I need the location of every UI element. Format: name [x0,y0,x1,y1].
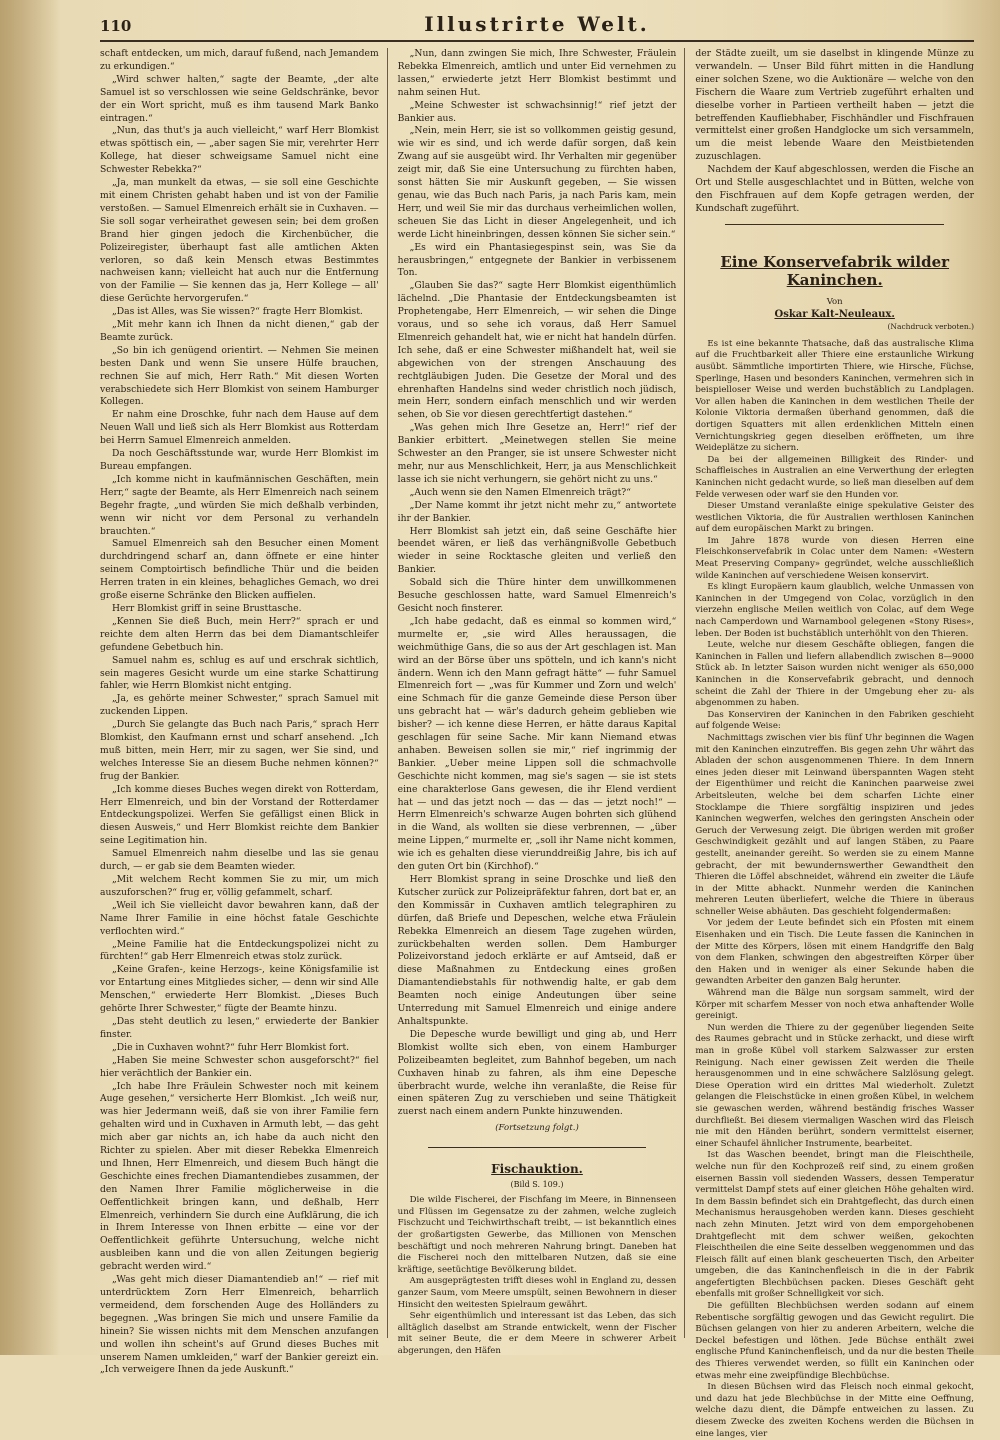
masthead: Illustrirte Welt. [424,12,650,36]
paragraph: Samuel nahm es, schlug es auf und erschrak sichtlich, sein mageres Gesicht wurde um eine starke Schattirung fahler, wie Herrn Blomkist nicht entging. [100,654,379,692]
paragraph: „Auch wenn sie den Namen Elmenreich trägt?“ [409,486,631,498]
paragraph: Samuel Elmenreich sah den Besucher einen Moment durchdringend scharf an, dann öffnete er eine hinter seinem Comptoirtisch befindliche Thür und die beiden Herren traten in ein kleines, behagliches Gemach, wo drei große eiserne Schränke den Blicken auffielen. [100,538,379,602]
paragraph: Während man die Bälge nun sorgsam sammelt, wird der Körper mit scharfem Messer von noch etwa anhaftender Wolle gereinigt. [695,988,975,1022]
fischauktion-continuation [695,48,974,216]
paragraph: „Wird schwer halten,“ sagte der Beamte, „der alte Samuel ist so verschlossen wie seine Geldschränke, bevor der ein Wort spricht, muß es ihm tausend Mark Banko eintragen.“ [100,73,379,124]
paragraph: Sobald sich die Thüre hinter dem unwillkommenen Besuche geschlossen hatte, ward Samuel Elmenreich's Gesicht noch finsterer. [397,577,677,614]
section-divider [725,224,944,225]
paragraph: „Mit welchem Recht kommen Sie zu mir, um mich auszuforschen?“ frug er, völlig gefammelt, scharf. [100,874,379,898]
paragraph: „Kennen Sie dieß Buch, mein Herr?“ sprach er und reichte dem alten Herrn das bei dem Diamantschleifer gefundene Gebetbuch hin. [100,615,379,653]
paragraph: Dieser Umstand veranlaßte einige spekulative Geister des westlichen Viktoria, die für Australien werthlosen Kaninchen auf dem europäischen Markt zu bringen. [695,501,975,535]
paragraph: „Weil ich Sie vielleicht davor bewahren kann, daß der Name Ihrer Familie in eine höchst fatale Geschichte verflochten wird.“ [100,899,379,937]
paragraph: Herr Blomkist sprang in seine Droschke und ließ den Kutscher zurück zur Polizeipräfektur fahren, dort bat er, an den Kommissär in Cuxhaven amtlich telegraphiren zu dürfen, daß Briefe und Depeschen, welche etwa Fräulein Rebekka Elmenreich an diesem Tage zugehen würden, zurückbehalten werden sollen. Dem Hamburger Polizeivorstand jedoch erklärte er auf Amtseid, daß er diese Maßnahmen zu Entdeckung eines großen Diamantendiebstahls für nothwendig halte, er gab dem Beamten noch einige Andeutungen über seine Unterredung mit Samuel Elmenreich und einige andere Anhaltspunkte. [397,874,677,1027]
paragraph: „Durch Sie gelangte das Buch nach Paris,“ sprach Herr Blomkist, den Kaufmann ernst und scharf ansehend. „Ich muß bitten, mein Herr, mir zu sagen, wer Sie sind, und welches Interesse Sie an diesem Buche nehmen können?“ frug der Bankier. [100,719,379,782]
paragraph: „Die in Cuxhaven wohnt?“ fuhr Herr Blomkist fort. [112,1041,350,1053]
page-number: 110 [100,17,132,35]
paragraph: Es ist eine bekannte Thatsache, daß das australische Klima auf die Fruchtbarkeit aller Thiere eine erstaunliche Wirkung ausübt. Sämmtliche importirten Thiere, wie Hirsche, Füchse, Sperlinge, Hasen und besonders Kaninchen, vermehren sich in beispielloser Weise und werden buchstäblich zu Landplagen. Vor allen haben die Kaninchen in dem westlichen Theile der Kolonie Viktoria dermaßen überhand genommen, daß die dortigen Squatters mit allen erdenklichen Mitteln einen Vernichtungskrieg gegen dieselben eröffneten, um ihre Weideplätze zu sichern. [695,338,975,454]
paragraph: „Was gehen mich Ihre Gesetze an, Herr!“ rief der Bankier erbittert. „Meinetwegen stellen Sie meine Schwester an den Pranger, sie ist unsere Schwester nicht mehr, nur aus Menschlichkeit, Herr, ja aus Menschlichkeit lasse ich sie nicht verhungern, sie gehört nicht zu uns.“ [397,422,677,485]
page-header [100,12,974,42]
paragraph: „Was geht mich dieser Diamantendieb an!“ — rief mit unterdrücktem Zorn Herr Elmenreich, beharrlich vermeidend, dem forschenden Auge des Holländers zu begegnen. „Was bringen Sie mich und unsere Familie da hinein? Sie wissen nichts mit dem Menschen anzufangen und wollen ihn scheint's auf Grund dieses Buches mit unserem Namen umkleiden,“ warf der Bankier gereizt ein. „Ich verweigere Ihnen da jede Auskunft.“ [100,1274,379,1376]
paragraph: „Ja, man munkelt da etwas, — sie soll eine Geschichte mit einem Christen gehabt haben und ist von der Familie verstoßen. — Samuel Elmenreich erhält sie in Cuxhaven. — Sie soll sogar verheirathet gewesen sein; bei dem großen Brand hier gingen jedoch die Kirchenbücher, die Polizeiregister, überhaupt fast alle amtlichen Akten verloren, so daß kein Mensch etwas Bestimmtes nachweisen kann; vielleicht hat auch nur die Entfernung von der Familie — Sie kennen das ja, Herr Kollege — all' diese Gerüchte hervorgerufen.“ [100,177,379,305]
paragraph: Nun werden die Thiere zu der gegenüber liegenden Seite des Raumes gebracht und in Stücke zerhackt, und diese wirft man in große Kübel voll starkem Salzwasser zur ersten Reinigung. Nach einer gewissen Zeit werden die Theile herausgenommen und in eine schwächere Salzlösung gelegt. Diese Operation wird ein drittes Mal wiederholt. Zuletzt gelangen die Fleischstücke in einen großen Kübel, in welchem sie gewaschen werden, während beständig frisches Wasser durchfließt. Bei diesem viermaligen Waschen wird das Fleisch nie mit den Händen berührt, sondern vermittelst eiserner, einer Schaufel ähnlicher Instrumente, bearbeitet. [695,1022,975,1149]
paragraph: Das Konserviren der Kaninchen in den Fabriken geschieht auf folgende Weise: [695,709,975,732]
paragraph: Die wilde Fischerei, der Fischfang im Meere, in Binnenseen und Flüssen im Gegensatze zu der zahmen, welche zugleich Fischzucht und Teichwirthschaft treibt, — ist bekanntlich eines der großartigsten Gewerbe, das Millionen von Menschen beschäftigt und noch mehreren Nahrung bringt. Daneben hat die Fischerei noch den mittelbaren Nutzen, daß sie eine kräftige, seetüchtige Bevölkerung bildet. [397,1195,677,1275]
byline-author: Oskar Kalt-Neuleaux. [774,308,895,320]
article-title: Eine Konservefabrik wilder Kaninchen. [720,252,950,289]
fischauktion-text [398,1195,677,1357]
paragraph: „Keine Grafen-, keine Herzogs-, keine Königsfamilie ist vor Entartung eines Mitgliedes sicher, — denn wir sind Alle Menschen,“ erwiederte Herr Blomkist. „Dieses Buch gehörte Ihrer Schwester,“ fügte der Beamte hinzu. [100,964,379,1015]
paragraph: Die gefüllten Blechbüchsen werden sodann auf einem Rebentische sorgfältig gewogen und das Gewicht regulirt. Die Büchsen gelangen von hier zu anderen Arbeitern, welche die Deckel befestigen und löthen. Jede Büchse enthält zwei englische Pfund Kaninchenfleisch, und da nur die besten Theile des Thieres verwendet werden, so füllt ein Kaninchen oder etwas mehr eine zweipfündige Blechbüchse. [695,1301,975,1381]
paragraph: Samuel Elmenreich nahm dieselbe und las sie genau durch, — er gab sie dem Beamten wieder. [100,848,379,873]
section-note: (Bild S. 109.) [510,1180,564,1190]
paragraph: Da bei der allgemeinen Billigkeit des Rinder- und Schaffleisches in Australien an eine Verwerthung der erlegten Kaninchen nicht gedacht wurde, so ließ man dieselben auf dem Felde verwesen oder warf sie den Hunden vor. [695,454,975,500]
paragraph: Da noch Geschäftsstunde war, wurde Herr Blomkist im Bureau empfangen. [100,448,379,472]
column-3 [695,48,975,1439]
paragraph: Leute, welche nur diesem Geschäfte obliegen, fangen die Kaninchen in Fallen und liefern allabendlich zwischen 8—9000 Stück ab. In letzter Saison wurden nicht weniger als 650,000 Kaninchen in die Konservefabrik gebracht, und dennoch scheint die Zahl der Thiere in der Umgebung eher zu- als abgenommen zu haben. [695,640,975,709]
paragraph: „Haben Sie meine Schwester schon ausgeforscht?“ fiel hier verächtlich der Bankier ein. [100,1054,379,1079]
story-continuation [398,48,677,1119]
paragraph: In diesen Büchsen wird das Fleisch noch einmal gekocht, und dazu hat jede Blechbüchse in der Mitte eine Oeffnung, welche dazu dient, die Dämpfe entweichen zu lassen. Zu diesem Zwecke des zweiten Kochens werden die Büchsen in eine langes, vier [695,1382,975,1439]
paragraph: Nachmittags zwischen vier bis fünf Uhr beginnen die Wagen mit den Kaninchen einzutreffen. Bis gegen zehn Uhr währt das Abladen der schon ausgenommenen Thiere. In dem Innern eines jeden dieser mit Leinwand überspannten Wagen steht der Eigenthümer und reicht die Kaninchen paarweise zwei Arbeitsleuten, welche bei dem scharfen Lichte einer Stocklampe die Thiere sorgfältig inspiziren und jedes Kaninchen wegwerfen, welches den geringsten Anschein oder Geruch der Verwesung zeigt. Die übrigen werden mit großer Geschwindigkeit gezählt und auf langen Stäben, zu Paare gestellt, aneinander gereiht. So werden sie zu einem Manne gebracht, der mit bewundernswerther Gewandtheit den Thieren die Löffel abschneidet, während ein zweiter die Läufe in der Mitte abhackt. Nunmehr werden die Kaninchen mehreren Leuten überliefert, welche die Thiere in überaus schneller Weise abhäuten. Das geschieht folgendermaßen: [695,732,975,917]
paragraph: „Ich habe gedacht, daß es einmal so kommen wird,“ murmelte er, „sie wird Alles heraussagen, die weichmüthige Gans, die so aus der Art geschlagen ist. Man wird an der Börse über uns spötteln, und ich kann's nicht ändern. Wenn ich den Mann gefragt hätte“ — fuhr Samuel Elmenreich fort — „was für Kummer und Zorn und welch' eine Schmach für die ganze Gemeinde diese Person über uns gebracht hat — wär's dadurch geheim geblieben wie bisher? — ich kenne diese Herren, er hätte daraus Kapital geschlagen für seine Sache. Mir kann Niemand etwas anhaben. Beweisen sollen sie mir,“ rief ingrimmig der Bankier. „Ueber meine Lippen soll die schmachvolle Geschichte nicht kommen, mag sie's sagen — sie ist stets eine charakterlose Gans gewesen, die ihr Elend verdient hat — und das jetzt noch — das — das — jetzt noch!“ — Herrn Elmenreich's schwarze Augen bohrten sich glühend in die Wand, als wollten sie diese verbrennen, — „über meine Lippen,“ murmelte er, „soll ihr Name nicht kommen, wie ich es gehalten diese vierunddreißig Jahre, bis ich auf den guten Ort bin (Kirchhof).“ [397,615,677,873]
section-title: Fischauktion. [491,1162,583,1177]
paragraph: „So bin ich genügend orientirt. — Nehmen Sie meinen besten Dank und wenn Sie unsere Hülfe brauchen, rechnen Sie auf mich, Herr Rath.“ Mit diesen Worten verabschiedete sich Herr Blomkist von seinem Hamburger Kollegen. [100,344,379,408]
byline-von: Von [826,296,843,307]
paragraph: „Glauben Sie das?“ sagte Herr Blomkist eigenthümlich lächelnd. „Die Phantasie der Entdeckungsbeamten ist Prophetengabe, Herr Elmenreich, — wir sehen die Dinge voraus, und so sehe ich voraus, daß Herr Samuel Elmenreich gehandelt hat, wie er nicht hat handeln dürfen. Ich sehe, daß er eine Schwester mißhandelt hat, weil sie abgewichen von der strengen Anschauung des rechtgläubigen Juden. Die Gesetze der Moral und des ehrenhaften Handelns sind weder christlich noch jüdisch, mein Herr, sondern einfach menschlich und wir werden sehen, ob Sie vor diesen gerechtfertigt dastehen.“ [397,280,677,421]
paragraph: Nachdem der Kauf abgeschlossen, werden die Fische an Ort und Stelle ausgeschlachtet und in Bütten, welche von den Fischfrauen auf dem Kopfe getragen werden, der Kundschaft zugeführt. [695,164,975,214]
paragraph: Es klingt Europäern kaum glaublich, welche Unmassen von Kaninchen in der Umgegend von Colac, vorzüglich in den vierzehn englische Meilen weitlich von Colac, auf dem Wege nach Camperdown und Warnambool gelegenen «Stony Rises», leben. Der Boden ist buchstäblich unterhöhlt von den Thieren. [695,582,975,639]
column-1 [100,48,388,1376]
paragraph: Sehr eigenthümlich und interessant ist das Leben, das sich alltäglich daselbst am Strande entwickelt, wenn der Fischer mit seiner Beute, die er dem Meere in schwerer Arbeit abgerungen, den Häfen [397,1311,677,1356]
paragraph: Ist das Waschen beendet, bringt man die Fleischtheile, welche nun für den Kochprozeß reif sind, zu einem großen eisernen Bassin voll siedenden Wassers, dessen Temperatur vermittelst Dampf stets auf einer gleichen Höhe gehalten wird. In dem Bassin befindet sich ein Drahtgeflecht, das durch einen Mechanismus herausgehoben werden kann. Dieses geschieht nach zehn Minuten. Jetzt wird von dem emporgehobenen Drahtgeflecht mit dem schwer weißen, gekochten Fleischtheilen die eine Seite desselben weggenommen und das Fleisch fällt auf einen blank gescheuerten Tisch, den Arbeiter umgeben, die das Kaninchenfleisch in die in der Fabrik angefertigten Blechbüchsen packen. Dieses Geschäft geht ebenfalls mit großer Schnelligkeit vor sich. [695,1150,975,1300]
binding-shadow [0,0,60,1355]
paragraph: schaft entdecken, um mich, darauf fußend, nach Jemandem zu erkundigen.“ [100,48,379,72]
paragraph: „Meine Schwester ist schwachsinnig!“ rief jetzt der Bankier aus. [397,99,677,124]
continued-note: (Fortsetzung folgt.) [495,1123,579,1134]
paragraph: „Der Name kommt ihr jetzt nicht mehr zu,“ antwortete ihr der Bankier. [397,499,677,524]
paragraph: Er nahm eine Droschke, fuhr nach dem Hause auf dem Neuen Wall und ließ sich als Herr Blomkist aus Rotterdam bei Herrn Samuel Elmenreich anmelden. [100,409,379,447]
paragraph: „Ich komme nicht in kaufmännischen Geschäften, mein Herr,“ sagte der Beamte, als Herr Elmenreich nach seinem Begehr fragte, „und würden Sie mich deßhalb verbinden, wenn wir nicht vor dem Personal zu verhandeln brauchten.“ [100,473,379,537]
article-body [695,339,974,1440]
paragraph: „Das ist Alles, was Sie wissen?“ fragte Herr Blomkist. [112,306,363,318]
paragraph: Im Jahre 1878 wurde von diesen Herren eine Fleischkonservefabrik in Colac unter dem Namen: «Western Meat Preserving Company» gegründet, welche ausschließlich wilde Kaninchen auf verschiedene Weisen konservirt. [695,535,975,581]
section-divider [428,1147,647,1148]
paragraph: Herr Blomkist sah jetzt ein, daß seine Geschäfte hier beendet wären, er ließ das verhängnißvolle Gebetbuch wieder in seine Rocktasche gleiten und verließ den Bankier. [397,525,677,576]
paragraph: „Ich habe Ihre Fräulein Schwester noch mit keinem Auge gesehen,“ versicherte Herr Blomkist. „Ich weiß nur, was hier Jedermann weiß, daß sie von ihrer Familie fern gehalten wird und in Cuxhaven in Armuth lebt, — das geht mich aber gar nichts an, ich habe da auch nicht den Richter zu spielen. Aber mit dieser Rebekka Elmenreich und Ihnen, Herr Elmenreich, und diesem Buch hängt die Geschichte eines frechen Diamantendiebes zusammen, der den Namen Ihrer Familie möglicherweise in die Oeffentlichkeit bringen kann, und deßhalb, Herr Elmenreich, verhindern Sie durch eine Aufklärung, die ich in Ihrem Interesse von Ihnen erbitte — eine vor der Oeffentlichkeit geführte Untersuchung, welche nicht ausbleiben kann und die von allen Zeitungen begierig gebracht werden wird.“ [100,1080,379,1273]
paragraph: „Es wird ein Phantasiegespinst sein, was Sie da herausbringen,“ entgegnete der Bankier in verbissenem Ton. [397,241,677,279]
paragraph: der Städte zueilt, um sie daselbst in klingende Münze zu verwandeln. — Unser Bild führt mitten in die Handlung einer solchen Szene, wo die Auktionäre — welche von den Fischern die Waare zum Vertrieb zugeführt erhalten und dieselbe vorher in Partieen vertheilt haben — jetzt die betreffenden Kaufliebhaber, Fischhändler und Fischfrauen vermittelst einer großen Handglocke um sich versammeln, um die meist lebende Waare den Meistbietenden zuzuschlagen. [695,48,975,163]
reprint-note: (Nachdruck verboten.) [887,321,975,331]
paragraph: „Ich komme dieses Buches wegen direkt von Rotterdam, Herr Elmenreich, und bin der Vorstand der Rotterdamer Entdeckungspolizei. Werfen Sie gefälligst einen Blick in diesen Ausweis,“ und Herr Blomkist reichte dem Bankier seine Legitimation hin. [100,783,379,847]
columns [100,48,975,1439]
paragraph: Herr Blomkist griff in seine Brusttasche. [112,602,302,614]
paragraph: Vor jedem der Leute befindet sich ein Pfosten mit einem Eisenhaken und ein Tisch. Die Leute fassen die Kaninchen in der Mitte des Körpers, lösen mit einem Handgriffe den Balg von dem Flanken, schwingen den abgestreiften Körper über den Haken und in weniger als einer Sekunde haben die gewandten Arbeiter den ganzen Balg herunter. [695,918,975,987]
paragraph: „Ja, es gehörte meiner Schwester,“ sprach Samuel mit zuckenden Lippen. [100,693,379,718]
paragraph: „Nein, mein Herr, sie ist so vollkommen geistig gesund, wie wir es sind, und ich werde dafür sorgen, daß kein Zwang auf sie ausgeübt wird. Ihr Verhalten mir gegenüber zeigt mir, daß Sie eine Untersuchung zu fürchten haben, sonst hätten Sie mir Auskunft gegeben, — Sie wissen genau, wie das Buch nach Paris, ja nach Paris kam, mein Herr, und weil Sie mir das durchaus verheimlichen wollen, scheuen Sie das Licht in dieser Angelegenheit, und ich werde Licht hineinbringen, dessen können Sie sicher sein.“ [397,125,677,240]
paragraph: Die Depesche wurde bewilligt und ging ab, und Herr Blomkist wollte sich eben, von einem Hamburger Polizeibeamten begleitet, zum Bahnhof begeben, um nach Cuxhaven hinab zu fahren, als ihm eine Depesche überbracht wurde, welche ihn veranlaßte, die Reise für einen späteren Zug zu verschieben und seine Thätigkeit zuerst nach einem andern Punkte hinzuwenden. [397,1028,677,1118]
paragraph: Am ausgeprägtesten trifft dieses wohl in England zu, dessen ganzer Saum, vom Meere umspült, seinen Bewohnern in dieser Hinsicht den weitesten Spielraum gewährt. [397,1276,677,1310]
paragraph: „Meine Familie hat die Entdeckungspolizei nicht zu fürchten!“ gab Herr Elmenreich etwas stolz zurück. [100,938,379,963]
paragraph: „Das steht deutlich zu lesen,“ erwiederte der Bankier finster. [100,1015,379,1040]
paragraph: „Nun, dann zwingen Sie mich, Ihre Schwester, Fräulein Rebekka Elmenreich, amtlich und unter Eid vernehmen zu lassen,“ erwiederte jetzt Herr Blomkist bestimmt und nahm seinen Hut. [397,48,677,98]
paragraph: „Mit mehr kann ich Ihnen da nicht dienen,“ gab der Beamte zurück. [100,319,379,343]
column-2 [397,48,686,1356]
paragraph: „Nun, das thut's ja auch vielleicht,“ warf Herr Blomkist etwas spöttisch ein, — „aber sagen Sie mir, verehrter Herr Kollege, hat dieser schweigsame Samuel nicht eine Schwester Rebekka?“ [100,125,379,176]
